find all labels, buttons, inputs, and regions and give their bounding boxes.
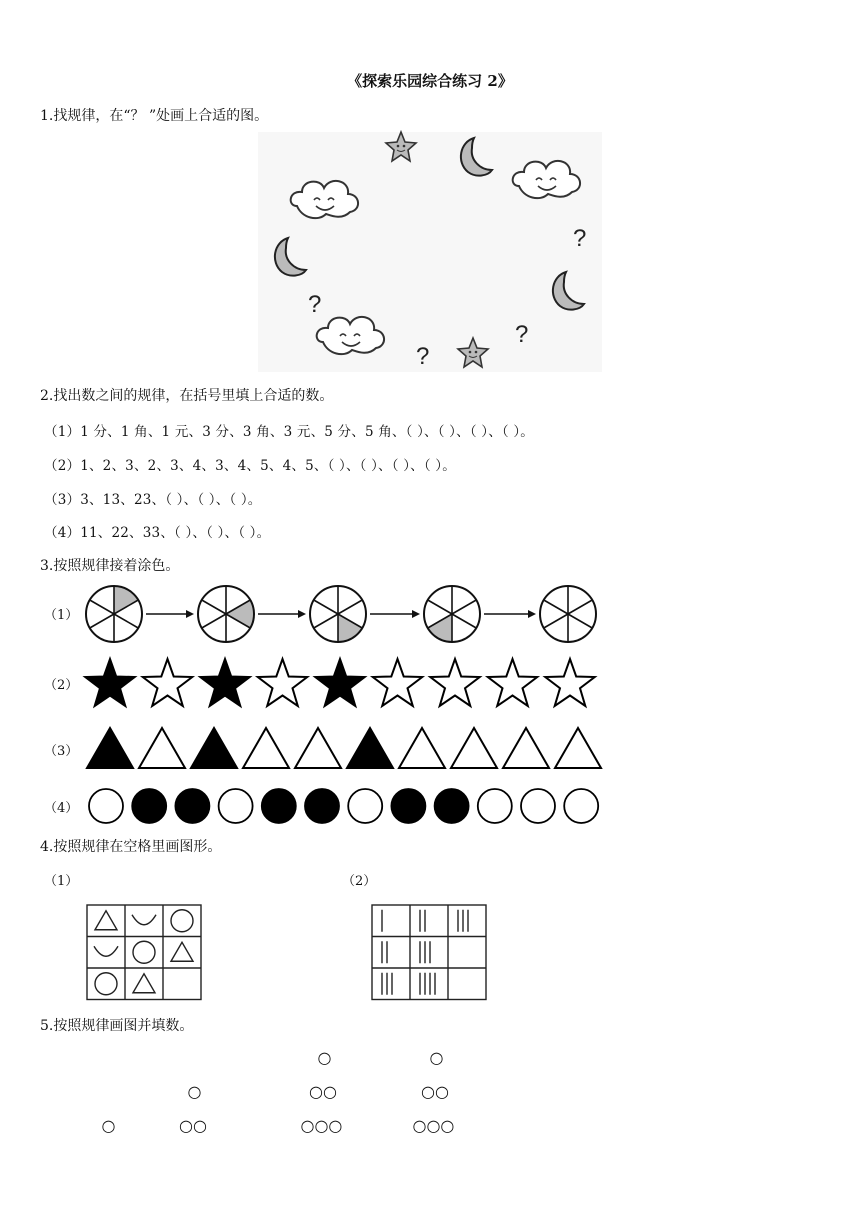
question-5-text: 5.按照规律画图并填数。 xyxy=(40,1018,194,1034)
question-2-text: 2.找出数之间的规律，在括号里填上合适的数。 xyxy=(40,388,334,404)
circle-group: ○ xyxy=(317,1048,332,1067)
q2-item-2: （2）1、2、3、2、3、4、3、4、5、4、5、（ ）、（ ）、（ ）、（ ）。 xyxy=(44,458,456,474)
circle-group: ○ xyxy=(101,1116,116,1135)
q3-label-4: （4） xyxy=(44,801,79,816)
q3-label-2: （2） xyxy=(44,678,79,693)
circle-group: ○ xyxy=(187,1082,202,1101)
q2-item-1: （1）1 分、1 角、1 元、3 分、3 角、3 元、5 分、5 角、（ ）、（ ）、（ ）、（ ）。 xyxy=(44,424,534,440)
question-mark: ? xyxy=(416,343,430,370)
q2-item-4: （4）11、22、33、（ ）、（ ）、（ ）。 xyxy=(44,525,271,541)
q4-label-1: （1） xyxy=(44,874,79,889)
circle-group: ○○○ xyxy=(412,1116,455,1135)
q3-label-1: （1） xyxy=(44,608,79,623)
q3-label-3: （3） xyxy=(44,744,79,759)
question-mark: ? xyxy=(515,321,529,348)
question-4-text: 4.按照规律在空格里画图形。 xyxy=(40,839,222,855)
circle-group: ○○○ xyxy=(300,1116,343,1135)
question-3-text: 3.按照规律接着涂色。 xyxy=(40,558,180,574)
question-mark: ? xyxy=(573,225,587,252)
circle-group: ○○ xyxy=(421,1082,449,1101)
q2-item-3: （3）3、13、23、（ ）、（ ）、（ ）。 xyxy=(44,492,262,508)
circle-group: ○○ xyxy=(179,1116,207,1135)
page-title: 《探索乐园综合练习 2》 xyxy=(347,72,513,90)
question-1-text: 1.找规律，在“？ ”处画上合适的图。 xyxy=(40,108,269,124)
circle-group: ○○ xyxy=(309,1082,337,1101)
q4-label-2: （2） xyxy=(342,874,377,889)
question-mark: ? xyxy=(308,291,322,318)
circle-group: ○ xyxy=(429,1048,444,1067)
